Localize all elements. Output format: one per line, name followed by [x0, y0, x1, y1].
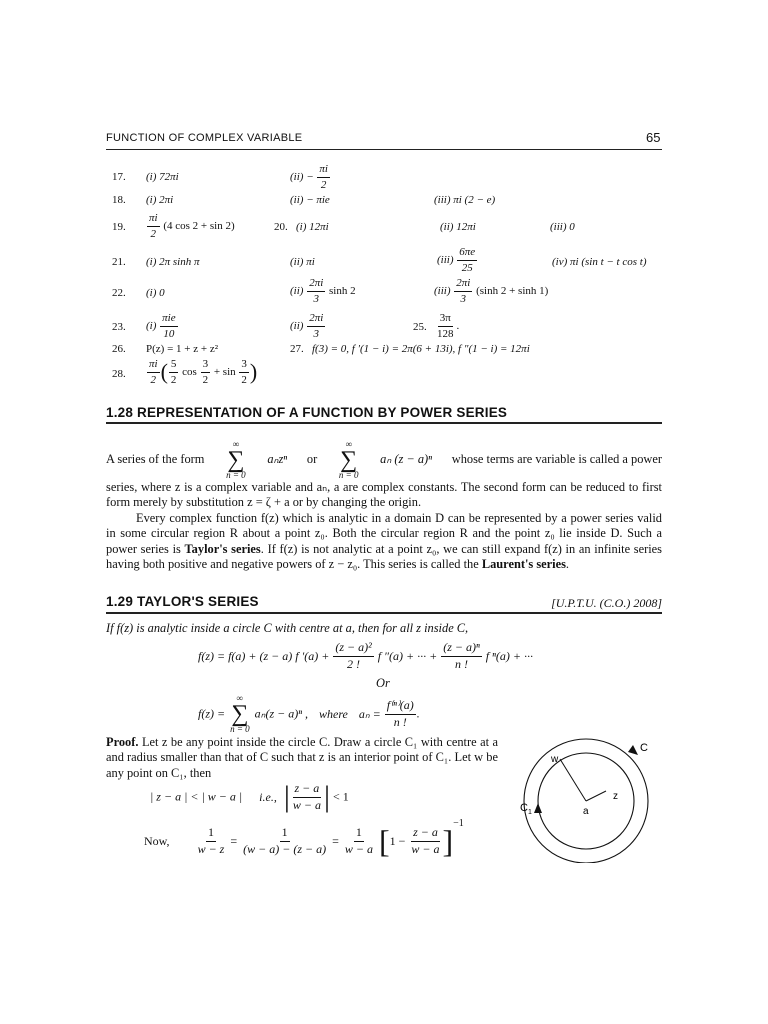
p1-tail: whose terms are variable is called a power: [451, 452, 662, 467]
answer-22-ii-den: 3: [313, 292, 319, 305]
ineq-a: | z − a | < | w − a |: [150, 789, 243, 804]
now-exponent: −1: [453, 818, 464, 829]
answer-22-iii-num: 2πi: [454, 277, 472, 292]
answer-22-ii: [290, 277, 356, 305]
label-C1: $C_1$: [520, 802, 532, 816]
now-bracket-right: ]: [442, 822, 454, 859]
answer-28-f3d: 2: [202, 373, 209, 386]
now-one: 1 −: [389, 833, 406, 848]
answer-26-number: 26.: [112, 343, 126, 355]
section-1-29-title: 1.29 TAYLOR'S SERIES: [106, 594, 259, 609]
now-f4-num: z − a: [411, 826, 440, 842]
term1: aₙzⁿ: [267, 452, 288, 467]
label-C: C: [640, 742, 648, 754]
arrow-on-C: [628, 745, 638, 755]
sum2-bottom: n = 0: [338, 470, 359, 480]
or-separator: Or: [376, 676, 390, 690]
answer-25-den: 128: [437, 327, 454, 340]
label-a: a: [583, 806, 589, 817]
eq2-sum-top: ∞: [236, 693, 244, 703]
answer-20-number: 20.: [274, 221, 288, 233]
inequality-line: | z − a | < | w − a | i.e., | $\frac{z - a}{w - a}$ | < 1: [150, 780, 349, 813]
answer-17-ii-label: (ii) −: [290, 171, 314, 184]
now-f2-den: (w − a) − (z − a): [243, 841, 327, 856]
answer-23-ii-den: 3: [313, 327, 319, 340]
proof-text: Let z be any point inside the circle C. Draw a circle C₁ with centre at a and radius smaller than that of C such that z is an interior point of C₁. Let w be any point on C₁, then: [106, 735, 498, 780]
segment-to-z: [586, 791, 606, 801]
eq2-coef-num: f⁽ⁿ⁾(a): [385, 699, 416, 715]
answer-19: [146, 212, 235, 240]
answer-22-iii-label: (iii): [434, 285, 451, 298]
term2: aₙ (z − a)ⁿ: [380, 452, 433, 467]
ineq-den: w − a: [292, 797, 321, 812]
answer-18-i: (i) 2πi: [146, 194, 174, 206]
answer-28-f1d: 2: [150, 373, 157, 386]
answer-20-iii: (iii) 0: [550, 221, 575, 233]
p1-rest: series, where z is a complex variable and aₙ, a are complex constants. The second form can be reduced to first form merely by substitution z = ζ + a or by changing the origin.: [106, 480, 662, 510]
ineq-ie: i.e.,: [259, 789, 277, 804]
answer-28-f3n: 3: [201, 358, 211, 373]
or-word: or: [306, 452, 318, 467]
answer-22-iii-rest: (sinh 2 + sinh 1): [476, 285, 549, 298]
section-1-28-rule: [106, 422, 662, 424]
answer-28-f4n: 3: [239, 358, 249, 373]
eq2-sum-bottom: n = 0: [230, 724, 250, 734]
answer-17-number: 17.: [112, 171, 126, 183]
answer-19-den: 2: [150, 227, 157, 240]
answer-21-ii: (ii) πi: [290, 256, 315, 268]
answer-17-i: (i) 72πi: [146, 171, 179, 183]
eq1-tail: f ⁿ(a) + ···: [485, 648, 533, 663]
sum2-sigma: ∑: [340, 447, 358, 473]
label-z: z: [613, 791, 618, 802]
answer-25-tail: .: [456, 320, 460, 333]
answer-25-num: 3π: [438, 312, 453, 327]
answer-22-ii-num: 2πi: [307, 277, 325, 292]
answer-21-iv: (iv) πi (sin t − t cos t): [552, 256, 647, 268]
ineq-tail: < 1: [332, 789, 349, 804]
arrow-on-C1: [534, 803, 542, 813]
answer-28-rp: ): [249, 359, 258, 385]
eq2-an: aₙ =: [358, 706, 381, 721]
running-title: FUNCTION OF COMPLEX VARIABLE: [106, 132, 303, 144]
answer-23-i-label: (i): [146, 320, 157, 333]
answer-18-ii: (ii) − πie: [290, 194, 330, 206]
now-f2-num: 1: [280, 826, 290, 842]
answer-21-iii-num: 6πe: [457, 246, 477, 261]
eq1-f1-den: 2 !: [347, 656, 360, 671]
answer-22-ii-label: (ii): [290, 285, 304, 298]
answer-19-num: πi: [147, 212, 160, 227]
answer-19-number: 19.: [112, 221, 126, 233]
answer-22-number: 22.: [112, 287, 126, 299]
section-1-28-body: [106, 440, 662, 572]
answer-27-text: f(3) = 0, f ′(1 − i) = 2π(6 + 13i), f ″(1 − i) = 12πi: [312, 343, 530, 355]
eq1-mid: f ″(a) + ··· +: [377, 648, 438, 663]
answer-21-i: (i) 2π sinh π: [146, 256, 200, 268]
answer-22-iii-den: 3: [460, 292, 467, 305]
p2-b: . If f(z) is not analytic at a point z₀, we can still expand f(z) in an infinite series having both positive and negative powers of z − z₀. This series is called the: [106, 541, 662, 572]
answer-28-plus-sin: + sin: [213, 366, 236, 379]
p2-a: Every complex function f(z) which is analytic in a domain D can be represented by a power series valid in some circular region R about a point z₀. Both the circular region R and the point z₀ lie inside D. Such a power series is: [106, 510, 662, 556]
now-f1-num: 1: [206, 826, 216, 842]
eq1-f2-num: (z − a)ⁿ: [441, 641, 482, 657]
answer-17-ii-den: 2: [320, 178, 327, 191]
now-f4-den: w − a: [411, 841, 440, 856]
section-1-29-rule: [106, 612, 662, 614]
eq2-lhs: f(z) =: [198, 706, 226, 721]
answer-23-ii-num: 2πi: [307, 312, 325, 327]
eq2-term: aₙ(z − a)ⁿ ,: [254, 706, 308, 721]
now-f3-num: 1: [354, 826, 364, 842]
answer-19-rest: (4 cos 2 + sin 2): [163, 220, 235, 233]
sum1-top: ∞: [232, 439, 240, 449]
answer-28-f2n: 5: [169, 358, 179, 373]
page-number: 65: [646, 130, 661, 145]
p2: [106, 511, 662, 573]
answer-23-i-num: πie: [160, 312, 177, 327]
answer-22-ii-rest: sinh 2: [329, 285, 356, 298]
header-rule: [106, 149, 662, 150]
sum1-sigma: ∑: [227, 447, 245, 473]
section-1-28-title: 1.28 REPRESENTATION OF A FUNCTION BY POWER SERIES: [106, 405, 508, 420]
answer-20-i: (i) 12πi: [296, 221, 329, 233]
sum1-bottom: n = 0: [226, 470, 246, 480]
taylor-circle-figure: [506, 733, 668, 863]
answer-28-number: 28.: [112, 368, 126, 380]
taylor-equation-2: [198, 694, 420, 734]
ineq-num: z − a: [293, 782, 322, 798]
answer-17-ii: [290, 163, 331, 191]
sum2-top: ∞: [345, 439, 352, 449]
label-w: w: [551, 754, 559, 765]
now-f1-den: w − z: [197, 841, 225, 856]
now-equation: Now, $\frac{1}{w - z}$ = $\frac{1}{(w - a) - (z - a)}$ = $\frac{1}{w - a}$ [1 − $\frac{z - a}{w - a}$ ]$^{-1}$: [144, 818, 464, 859]
answer-25: [434, 312, 459, 340]
answer-23-ii-label: (ii): [290, 320, 304, 333]
power-series-line: [106, 440, 662, 480]
now-bracket-left: [: [378, 822, 390, 859]
laurent-series-term: Laurent's series: [481, 557, 566, 572]
answer-26-text: P(z) = 1 + z + z²: [146, 343, 218, 355]
answer-23-i: [146, 312, 179, 340]
answer-21-iii-den: 25: [461, 261, 473, 274]
answer-22-i: (i) 0: [146, 287, 165, 299]
answer-21-iii: [437, 246, 478, 274]
answer-28-f2d: 2: [170, 373, 177, 386]
answer-28-f1n: πi: [147, 358, 160, 373]
taylor-equation-1: [198, 641, 533, 672]
answer-22-iii: [434, 277, 548, 305]
p1-lead: A series of the form: [106, 452, 205, 467]
now-f3-den: w − a: [344, 841, 373, 856]
answer-23-ii: [290, 312, 326, 340]
answer-28-cos: cos: [182, 366, 197, 379]
proof-label: Proof.: [106, 735, 139, 749]
answer-21-iii-label: (iii): [437, 254, 454, 267]
answer-20-ii: (ii) 12πi: [440, 221, 476, 233]
answer-17-ii-num: πi: [317, 163, 330, 178]
now-label: Now,: [144, 833, 170, 848]
answer-23-number: 23.: [112, 321, 126, 333]
taylor-series-term: Taylor's series: [184, 541, 261, 556]
proof-paragraph: [106, 735, 498, 781]
answer-28-f4d: 2: [241, 373, 247, 386]
answer-18-iii: (iii) πi (2 − e): [434, 194, 496, 206]
eq2-where: where: [319, 706, 348, 721]
eq2-coef-den: n !: [393, 714, 407, 729]
taylor-statement: If f(z) is analytic inside a circle C with centre at a, then for all z inside C,: [106, 621, 469, 635]
answer-25-number: 25.: [413, 321, 427, 333]
answer-21-number: 21.: [112, 256, 126, 268]
section-1-29-reference: [U.P.T.U. (C.O.) 2008]: [551, 596, 662, 610]
answer-28: [146, 358, 257, 386]
eq2-dot: .: [416, 706, 420, 721]
eq1-f2-den: n !: [454, 656, 468, 671]
eq2-sum-sigma: ∑: [231, 701, 249, 727]
answer-27-number: 27.: [290, 343, 304, 355]
eq1-f1-num: (z − a)²: [333, 641, 373, 657]
radius-to-w: [560, 759, 586, 801]
eq1-lhs: f(z) = f(a) + (z − a) f ′(a) +: [198, 648, 330, 663]
answer-28-lp: (: [160, 359, 168, 385]
answer-18-number: 18.: [112, 194, 126, 206]
p2-c: .: [565, 557, 570, 572]
answer-23-i-den: 10: [163, 327, 175, 340]
